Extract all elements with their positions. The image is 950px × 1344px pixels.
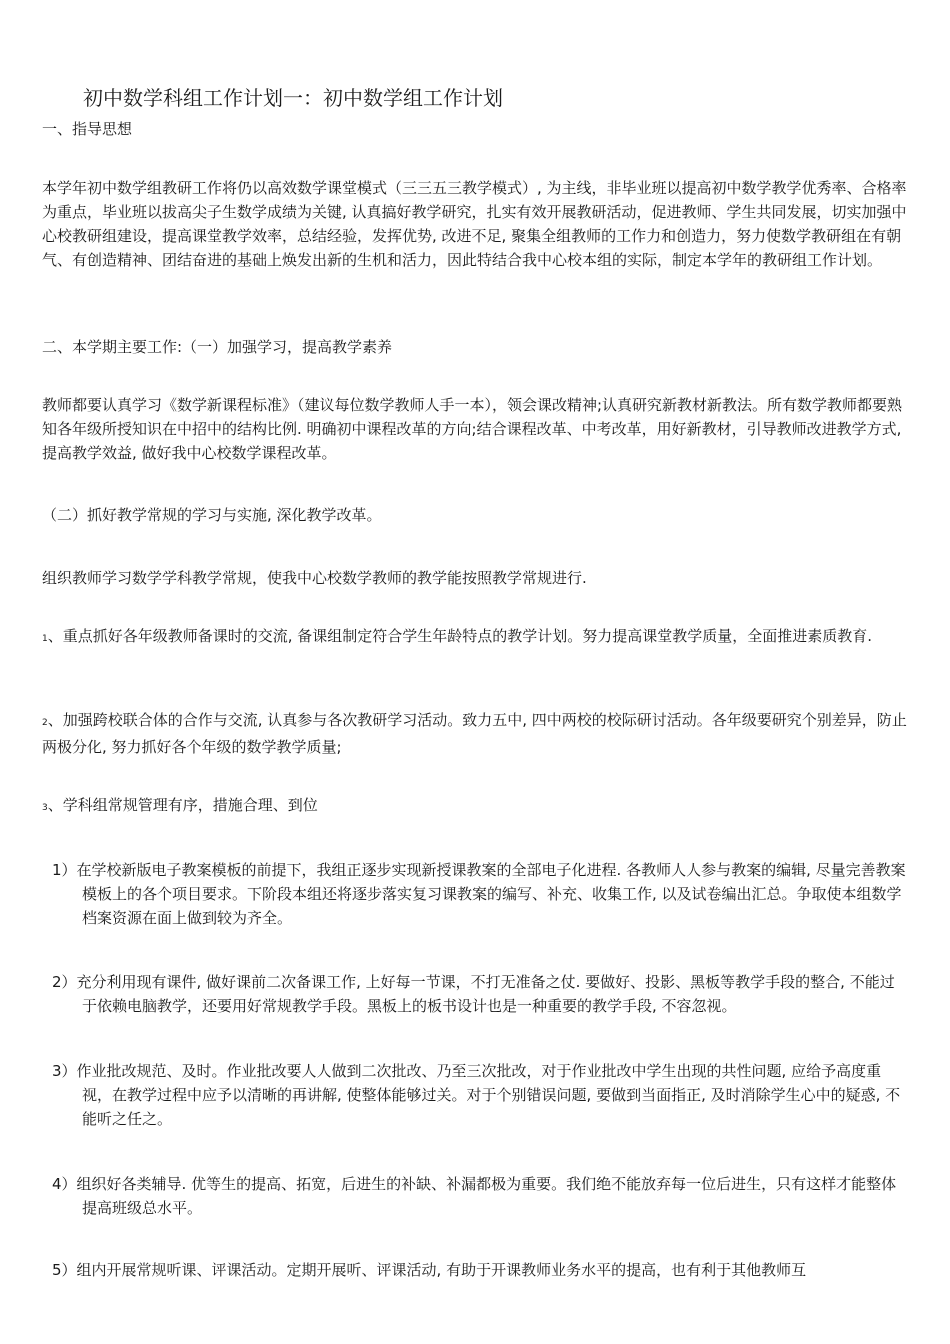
sub-item-5: 5）组内开展常规听课、评课活动。定期开展听、评课活动, 有助于开课教师业务水平的提高，也有利于其他教师互: [52, 1261, 807, 1279]
sub-item-4: 4）组织好各类辅导. 优等生的提高、拓宽，后进生的补缺、补漏都极为重要。我们绝不能放弃每一位后进生，只有这样才能整体提高班级总水平。: [52, 1175, 897, 1217]
list-item-3: [42, 793, 908, 820]
sub-item-3: 3）作业批改规范、及时。作业批改要人人做到二次批改、乃至三次批改，对于作业批改中学生出现的共性问题, 应给予高度重视，在教学过程中应予以清晰的再讲解, 使整体能够过关。对于个别错误问题, 要做到当面指正, 及时消除学生心中的疑惑, 不能听之任之。: [52, 1062, 901, 1128]
sub-item-2: 2）充分利用现有课件, 做好课前二次备课工作, 上好每一节课，不打无准备之仗. 要做好、投影、黑板等教学手段的整合, 不能过于依赖电脑教学，还要用好常规教学手段。黑板上的板书设计也是一种重要的教学手段, 不容忽视。: [52, 973, 895, 1015]
list-item-text: 、学科组常规管理有序，措施合理、到位: [47, 796, 318, 814]
paragraph-guiding-ideology: 本学年初中数学组教研工作将仍以高效数学课堂模式（三三五三教学模式）, 为主线，非毕业班以提高初中数学教学优秀率、合格率为重点，毕业班以拔高尖子生数学成绩为关键, 认真搞好教学研究，扎实有效开展教研活动，促进教师、学生共同发展，切实加强中心校教研组建设，提高课堂教学效率，总结经验，发挥优势, 改进不足, 聚集全组教师的工作力和创造力，努力使数学教研组在有朝气、有创造精神、团结奋进的基础上焕发出新的生机和活力，因此特结合我中心校本组的实际，制定本学年的教研组工作计划。: [42, 179, 907, 269]
list-item-2: [42, 708, 908, 759]
list-number: 3: [42, 803, 48, 813]
sub-item-1: 1）在学校新版电子教案模板的前提下，我组正逐步实现新授课教案的全部电子化进程. 各教师人人参与教案的编辑, 尽量完善教案模板上的各个项目要求。下阶段本组还将逐步落实复习课教案的编写、补充、收集工作, 以及试卷编出汇总。争取使本组数学档案资源在面上做到较为齐全。: [52, 861, 906, 927]
list-number: 1: [42, 634, 48, 644]
section-heading-main-work: 二、本学期主要工作:（一）加强学习，提高教学素养: [42, 338, 393, 356]
list-item-1: [42, 624, 908, 651]
paragraph-study: 教师都要认真学习《数学新课程标准》（建议每位数学教师人手一本），领会课改精神;认真研究新教材新教法。所有数学教师都要熟知各年级所授知识在中招中的结构比例. 明确初中课程改革的方向;结合课程改革、中考改革，用好新教材，引导教师改进教学方式, 提高教学效益, 做好我中心校数学课程改革。: [42, 396, 903, 462]
section-heading-guiding-ideology: 一、指导思想: [42, 120, 133, 138]
list-item-text: 、加强跨校联合体的合作与交流, 认真参与各次教研学习活动。致力五中, 四中两校的校际研讨活动。各年级要研究个别差异，防止两极分化, 努力抓好各个年级的数学教学质量;: [42, 711, 907, 756]
list-number: 2: [42, 718, 48, 728]
subsection-heading-routine: （二）抓好教学常规的学习与实施, 深化教学改革。: [42, 506, 382, 524]
list-item-text: 、重点抓好各年级教师备课时的交流, 备课组制定符合学生年龄特点的教学计划。努力提高课堂教学质量，全面推进素质教育.: [47, 627, 873, 645]
document-title: 初中数学科组工作计划一：初中数学组工作计划: [83, 86, 503, 110]
paragraph-routine-intro: 组织教师学习数学学科教学常规，使我中心校数学教师的教学能按照教学常规进行.: [42, 569, 587, 587]
